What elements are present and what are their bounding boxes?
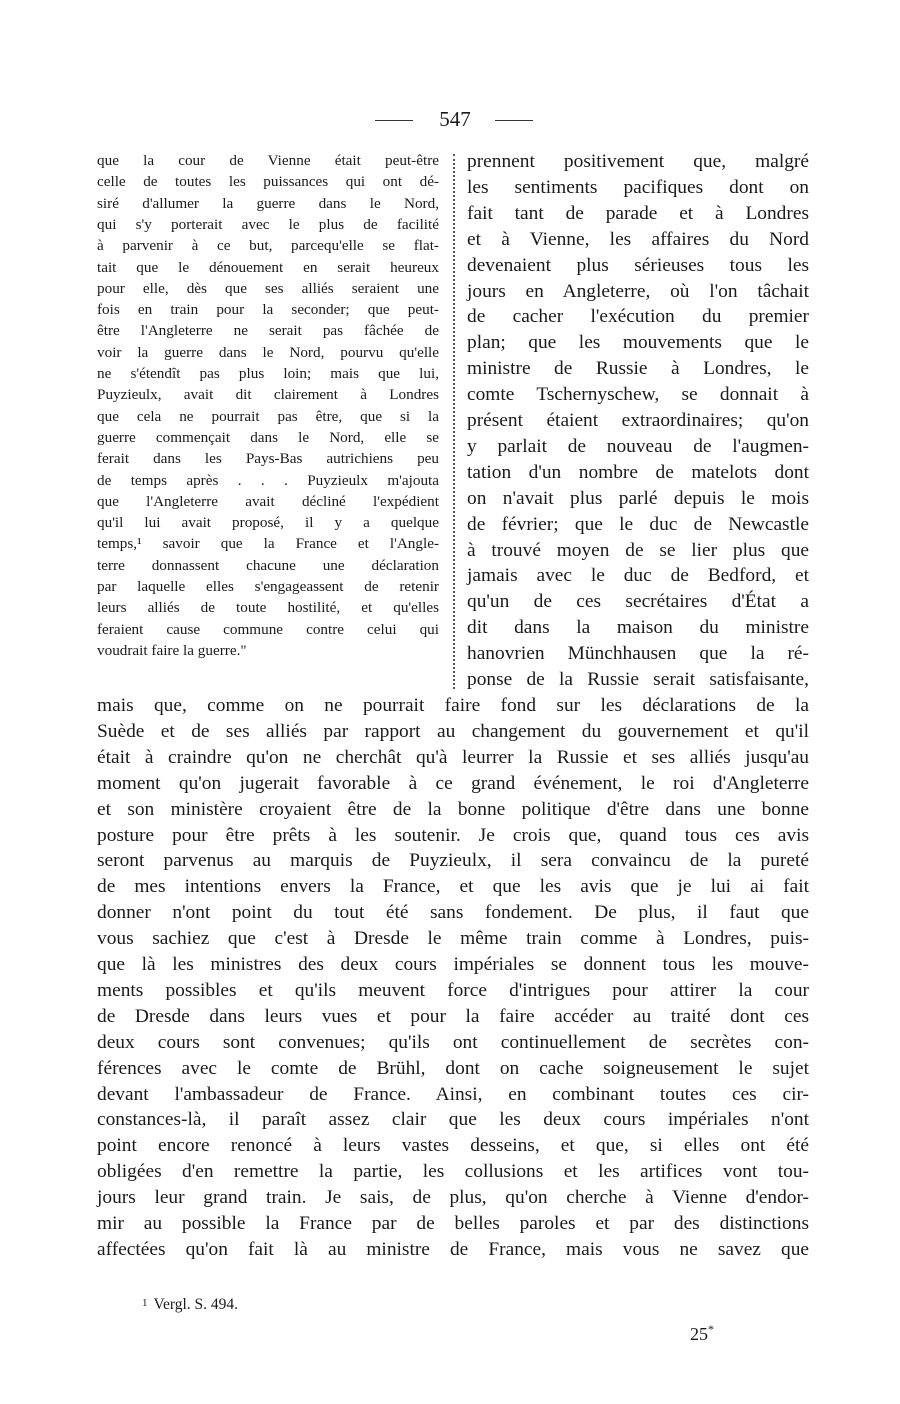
left-column-line: ne s'étendît pas plus loin; mais que lui, xyxy=(97,365,439,382)
body-line: férences avec le comte de Brühl, dont on cache soigneusement le sujet xyxy=(97,1057,809,1079)
left-column-line: qu'il lui avait proposé, il y a quelque xyxy=(97,514,439,532)
body-line: constances-là, il paraît assez clair que les deux cours impériales n'ont xyxy=(97,1109,809,1131)
body-line: mais que, comme on ne pourrait faire fond sur les déclarations de la xyxy=(97,695,809,716)
body-line: moment qu'on jugerait favorable à ce grand événement, le roi d'Angleterre xyxy=(97,772,809,794)
header-rule-right xyxy=(495,120,533,121)
body-line: posture pour être prêts à les soutenir. Je crois que, quand tous ces avis xyxy=(97,824,809,846)
page-number: 547 xyxy=(439,107,471,131)
page-header xyxy=(0,104,900,134)
right-column-line: plan; que les mouvements que le xyxy=(467,332,809,354)
right-column-line: jours en Angleterre, où l'on tâchait xyxy=(467,280,809,302)
right-column-line: ponse de la Russie serait satisfaisante, xyxy=(467,669,809,690)
right-column-line: présent étaient extraordinaires; qu'on xyxy=(467,410,809,431)
body-line: jours leur grand train. Je sais, de plus, qu'on cherche à Vienne d'endor- xyxy=(97,1187,809,1209)
body-line: devant l'ambassadeur de France. Ainsi, en combinant toutes ces cir- xyxy=(97,1083,809,1105)
left-column-line: qui s'y porterait avec le plus de facilité xyxy=(97,215,439,233)
signature-number: 25 xyxy=(690,1324,708,1344)
body-line: ments possibles et qu'ils meuvent force d'intrigues pour attirer la cour xyxy=(97,979,809,1001)
left-column-line: feraient cause commune contre celui qui xyxy=(97,620,439,638)
body-line: de mes intentions envers la France, et que les avis que je lui ai fait xyxy=(97,876,809,898)
left-column-line: ferait dans les Pays-Bas autrichiens peu xyxy=(97,450,439,468)
right-column-line: les sentiments pacifiques dont on xyxy=(467,176,809,198)
left-column-line: par laquelle elles s'engageassent de retenir xyxy=(97,578,439,595)
left-column-line: voir la guerre dans le Nord, pourvu qu'elle xyxy=(97,343,439,361)
left-column-line: Puyzieulx, avait dit clairement à Londres xyxy=(97,386,439,404)
right-column-line: à trouvé moyen de se lier plus que xyxy=(467,539,809,561)
footnote xyxy=(142,1293,238,1315)
right-column-line: ministre de Russie à Londres, le xyxy=(467,358,809,380)
column-divider xyxy=(453,154,455,689)
left-column-line: terre donnassent chacune une déclaration xyxy=(97,556,439,574)
right-column-line: dit dans la maison du ministre xyxy=(467,617,809,639)
left-column-line: tait que le dénouement en serait heureux xyxy=(97,258,439,276)
right-column-line: y parlait de nouveau de l'augmen- xyxy=(467,435,809,457)
left-column-line: être l'Angleterre ne serait pas fâchée de xyxy=(97,322,439,340)
left-column-line: voudrait faire la guerre." xyxy=(97,641,247,659)
left-column-line: celle de toutes les puissances qui ont dé- xyxy=(97,173,439,191)
right-column-line: de février; que le duc de Newcastle xyxy=(467,513,809,535)
left-column-line: guerre commençait dans le Nord, elle se xyxy=(97,428,439,446)
left-column-line: siré d'allumer la guerre dans le Nord, xyxy=(97,194,439,212)
right-column-line: prennent positivement que, malgré xyxy=(467,151,809,172)
signature-star: * xyxy=(708,1322,714,1336)
body-line: point encore renoncé à leurs vastes desseins, et que, si elles ont été xyxy=(97,1135,809,1157)
left-column-line: que la cour de Vienne était peut-être xyxy=(97,152,439,169)
left-column-line: à parvenir à ce but, parcequ'elle se flat- xyxy=(97,237,439,255)
left-column-line: que cela ne pourrait pas être, que si la xyxy=(97,407,439,425)
body-line: était à craindre qu'on ne cherchât qu'à leurrer la Russie et ses alliés jusqu'au xyxy=(97,746,809,768)
right-column-line: jamais avec le duc de Bedford, et xyxy=(467,565,809,587)
right-column-line: fait tant de parade et à Londres xyxy=(467,202,809,224)
right-column-line: on n'avait plus parlé depuis le mois xyxy=(467,487,809,509)
body-line: Suède et de ses alliés par rapport au changement du gouvernement et qu'il xyxy=(97,720,809,742)
footnote-text: Vergl. S. 494. xyxy=(153,1296,239,1313)
left-column-line: fois en train pour la seconder; que peut- xyxy=(97,301,439,319)
body-line: obligées d'en remettre la partie, les collusions et les artifices vont tou- xyxy=(97,1161,809,1183)
footnote-marker: 1 xyxy=(142,1297,148,1309)
body-line: que là les ministres des deux cours impériales se donnent tous les mouve- xyxy=(97,954,809,975)
left-column-line: leurs alliés de toute hostilité, et qu'elles xyxy=(97,599,439,617)
left-column-line: pour elle, dès que ses alliés seraient une xyxy=(97,279,439,297)
body-line: de Dresde dans leurs vues et pour la faire accéder au traité dont ces xyxy=(97,1005,809,1027)
signature-mark xyxy=(690,1318,714,1345)
right-column-line: devenaient plus sérieuses tous les xyxy=(467,254,809,276)
body-line: vous sachiez que c'est à Dresde le même train comme à Londres, puis- xyxy=(97,928,809,950)
body-line: seront parvenus au marquis de Puyzieulx, il sera convaincu de la pureté xyxy=(97,850,809,872)
body-line: deux cours sont convenues; qu'ils ont continuellement de secrètes con- xyxy=(97,1031,809,1053)
right-column-line: qu'un de ces secrétaires d'État a xyxy=(467,591,809,613)
left-column-line: temps,¹ savoir que la France et l'Angle- xyxy=(97,535,439,553)
body-line: et son ministère croyaient être de la bonne politique d'être dans une bonne xyxy=(97,798,809,820)
right-column-line: tation d'un nombre de matelots dont xyxy=(467,461,809,483)
body-line: affectées qu'on fait là au ministre de France, mais vous ne savez que xyxy=(97,1238,809,1260)
right-column-line: et à Vienne, les affaires du Nord xyxy=(467,228,809,250)
header-rule-left xyxy=(375,120,413,121)
right-column-line: comte Tschernyschew, se donnait à xyxy=(467,384,809,406)
right-column-line: hanovrien Münchhausen que la ré- xyxy=(467,643,809,665)
left-column-line: que l'Angleterre avait décliné l'expédient xyxy=(97,492,439,510)
right-column-line: de cacher l'exécution du premier xyxy=(467,306,809,328)
body-line: mir au possible la France par de belles paroles et par des distinctions xyxy=(97,1213,809,1234)
body-line: donner n'ont point du tout été sans fondement. De plus, il faut que xyxy=(97,902,809,924)
left-column-line: de temps après . . . Puyzieulx m'ajouta xyxy=(97,471,439,489)
